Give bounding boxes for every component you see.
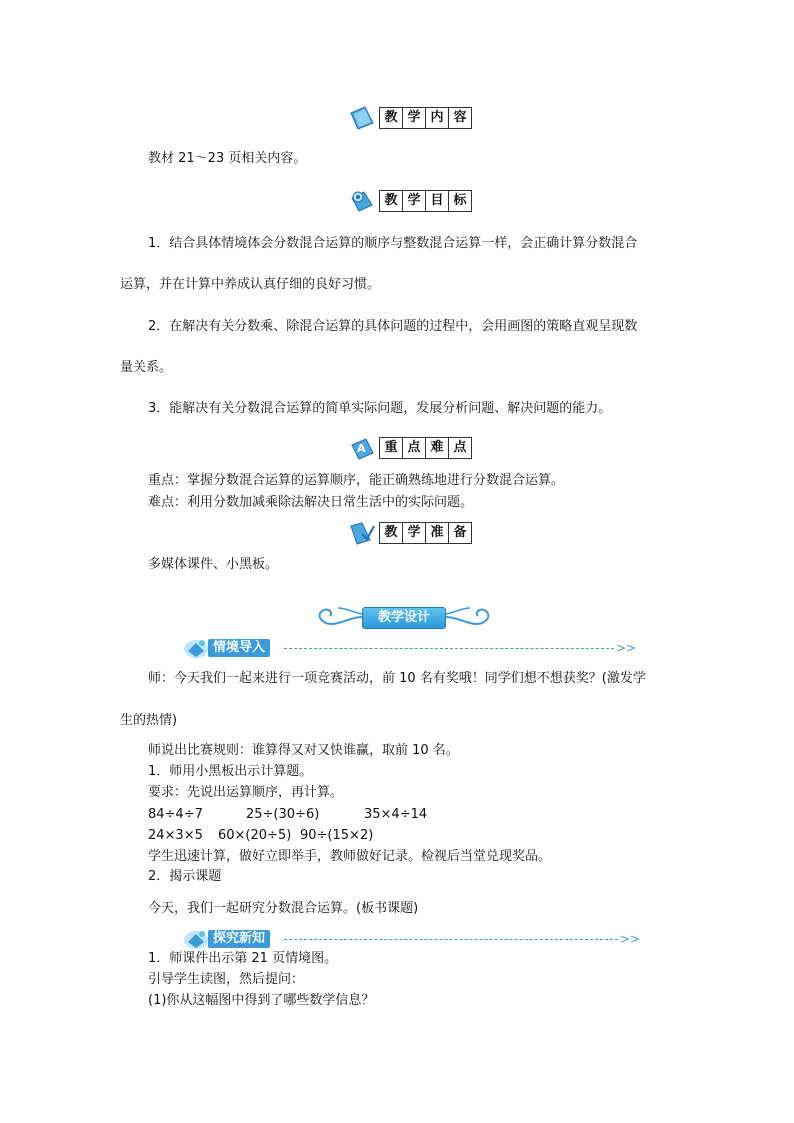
intro-paragraph-line-1: 师：今天我们一起来进行一项竞赛活动，前 10 名有奖哦！同学们想不想获奖？(激发学 bbox=[148, 671, 646, 686]
goal-3: 3．能解决有关分数混合运算的简单实际问题，发展分析问题、解决问题的能力。 bbox=[148, 401, 612, 416]
explore-icon bbox=[182, 928, 210, 950]
heading-char: 教 bbox=[380, 191, 403, 211]
target-book-icon bbox=[348, 188, 376, 214]
goal-1-line-1: 1．结合具体情境体会分数混合运算的顺序与整数混合运算一样，会正确计算分数混合 bbox=[148, 236, 638, 251]
heading-char: 目 bbox=[426, 191, 449, 211]
today-text: 今天，我们一起研究分数混合运算。(板书课题) bbox=[148, 901, 419, 916]
heading-char: 学 bbox=[403, 108, 426, 128]
intro-paragraph-line-2: 生的热情) bbox=[120, 713, 178, 728]
goal-1-line-2: 运算，并在计算中养成认真仔细的良好习惯。 bbox=[120, 277, 381, 292]
heading-char: 容 bbox=[453, 110, 467, 125]
prep-text: 多媒体课件、小黑板。 bbox=[148, 557, 279, 572]
requirement-text: 要求：先说出运算顺序，再计算。 bbox=[148, 785, 344, 800]
equation: 25÷(30÷6) bbox=[246, 807, 320, 822]
heading-char: 备 bbox=[453, 525, 467, 540]
prep-book-icon bbox=[348, 520, 376, 546]
intro-step-1: 1．师用小黑板出示计算题。 bbox=[148, 764, 313, 779]
explore-title: 探究新知 bbox=[208, 930, 270, 948]
heading-key-points bbox=[348, 435, 472, 461]
heading-char: 标 bbox=[453, 193, 467, 208]
heading-char: 教 bbox=[380, 523, 403, 543]
intro-title: 情境导入 bbox=[208, 639, 270, 657]
teaching-design-banner bbox=[312, 602, 496, 632]
heading-char: 点 bbox=[403, 438, 426, 458]
equation: 60×(20÷5) bbox=[218, 828, 292, 843]
equation: 24×3×5 bbox=[148, 828, 203, 843]
content-text: 教材 21～23 页相关内容。 bbox=[148, 151, 307, 166]
double-chevron-icon: >> bbox=[616, 641, 637, 655]
heading-char: 学 bbox=[403, 523, 426, 543]
heading-char: 教 bbox=[380, 108, 403, 128]
book-icon bbox=[348, 105, 376, 131]
key-book-icon bbox=[348, 435, 376, 461]
heading-char: 点 bbox=[453, 440, 467, 455]
equation: 90÷(15×2) bbox=[300, 828, 374, 843]
svg-text:A: A bbox=[357, 442, 366, 455]
intro-step-2: 2．揭示课题 bbox=[148, 869, 222, 884]
heading-char: 准 bbox=[426, 523, 449, 543]
explore-heading bbox=[182, 928, 270, 950]
difficult-point-text: 难点：利用分数加减乘除法解决日常生活中的实际问题。 bbox=[148, 495, 474, 510]
guide-text: 引导学生读图，然后提问： bbox=[148, 972, 305, 987]
heading-teaching-goals bbox=[348, 188, 472, 214]
equation: 35×4÷14 bbox=[364, 807, 428, 822]
explore-divider bbox=[284, 939, 618, 940]
competition-rules: 师说出比赛规则：谁算得又对又快谁赢，取前 10 名。 bbox=[148, 743, 459, 758]
heading-teaching-content bbox=[348, 105, 472, 131]
intro-heading bbox=[182, 637, 270, 659]
double-chevron-icon: >> bbox=[620, 932, 641, 946]
heading-teaching-prep bbox=[348, 520, 472, 546]
scene-icon bbox=[182, 637, 210, 659]
explore-step-1: 1．师课件出示第 21 页情境图。 bbox=[148, 951, 338, 966]
heading-char: 内 bbox=[426, 108, 449, 128]
question-1: (1)你从这幅图中得到了哪些数学信息？ bbox=[148, 993, 375, 1008]
heading-char: 学 bbox=[403, 191, 426, 211]
key-point-text: 重点：掌握分数混合运算的运算顺序，能正确熟练地进行分数混合运算。 bbox=[148, 473, 565, 488]
teaching-design-title: 教学设计 bbox=[362, 607, 446, 629]
heading-char: 难 bbox=[426, 438, 449, 458]
goal-2-line-1: 2．在解决有关分数乘、除混合运算的具体问题的过程中，会用画图的策略直观呈现数 bbox=[148, 319, 638, 334]
equation: 84÷4÷7 bbox=[148, 807, 203, 822]
goal-2-line-2: 量关系。 bbox=[120, 360, 173, 375]
students-text: 学生迅速计算，做好立即举手，教师做好记录。检视后当堂兑现奖品。 bbox=[148, 849, 552, 864]
heading-char: 重 bbox=[380, 438, 403, 458]
intro-divider bbox=[284, 648, 614, 649]
